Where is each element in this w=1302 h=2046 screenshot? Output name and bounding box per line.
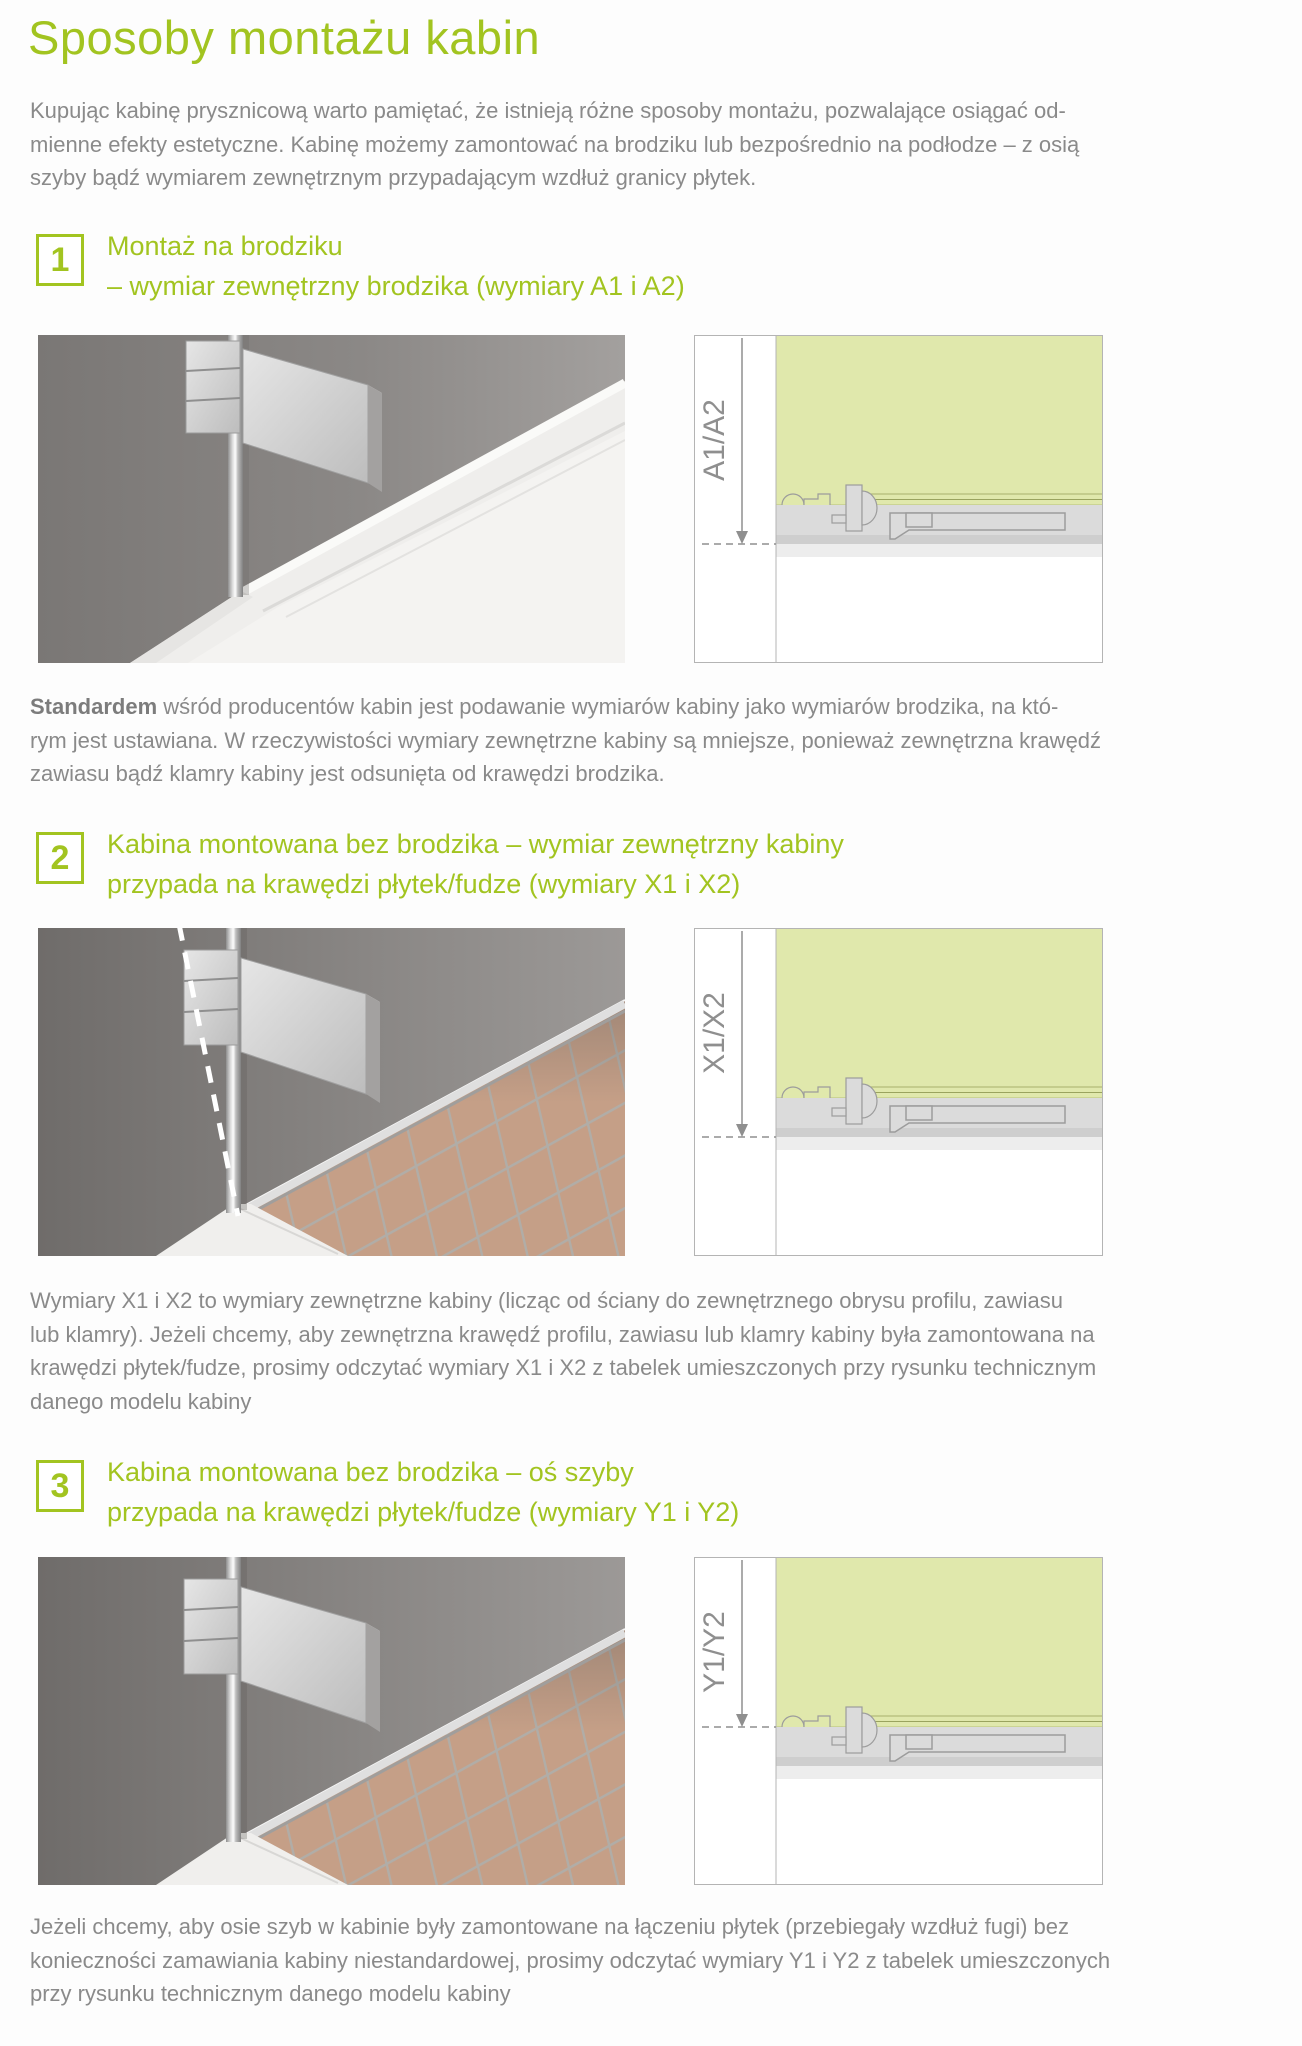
installation-diagram-a <box>694 335 1103 663</box>
glass-area <box>776 1558 1102 1727</box>
y-dimensions-paragraph <box>30 1910 1110 2011</box>
section-number-badge: 1 <box>36 234 84 286</box>
dimension-label: A1/A2 <box>698 399 731 481</box>
hinge-wall-plate <box>184 1579 238 1674</box>
section-heading <box>107 226 1107 306</box>
section-heading <box>107 824 1107 904</box>
intro-line: Kupując kabinę prysznicową warto pamiętać, że istnieją różne sposoby montażu, pozwalające osiągać od- <box>30 98 1066 123</box>
paragraph-line: Wymiary X1 i X2 to wymiary zewnętrzne kabiny (licząc od ściany do zewnętrznego obrysu profilu, zawiasu <box>30 1288 1064 1313</box>
section-heading-line: – wymiar zewnętrzny brodzika (wymiary A1 i A2) <box>107 271 685 301</box>
intro-line: mienne efekty estetyczne. Kabinę możemy zamontować na brodziku lub bezpośrednio na podłodze – z osią <box>30 131 1080 157</box>
glass-area <box>776 336 1102 505</box>
dimension-label: Y1/Y2 <box>698 1611 731 1693</box>
paragraph-line: rym jest ustawiana. W rzeczywistości wymiary zewnętrzne kabiny są mniejsze, ponieważ zewnętrzna krawędź <box>30 727 1102 753</box>
section-heading-line: Kabina montowana bez brodzika – oś szyby <box>107 1457 634 1487</box>
section-number-badge: 2 <box>36 832 84 884</box>
paragraph-line: krawędzi płytek/fudze, prosimy odczytać wymiary X1 i X2 z tabelek umieszczonych przy rysunku technicznym <box>30 1355 1097 1380</box>
paragraph-line: danego modelu kabiny <box>30 1388 252 1414</box>
page-title: Sposoby montażu kabin <box>28 11 541 64</box>
paragraph-line: Standardem wśród producentów kabin jest podawanie wymiarów kabiny jako wymiarów brodzika, na któ- <box>30 694 1059 719</box>
installation-diagram-y <box>694 1557 1103 1885</box>
intro-line: szyby bądź wymiarem zewnętrznym przypadającym wzdłuż granicy płytek. <box>30 165 757 190</box>
intro-paragraph <box>30 94 1079 195</box>
section-heading-line: Kabina montowana bez brodzika – wymiar zewnętrzny kabiny <box>107 829 844 859</box>
hinge-wall-plate <box>186 341 240 433</box>
paragraph-line: Jeżeli chcemy, aby osie szyb w kabinie były zamontowane na łączeniu płytek (przebiegały wzdłuż fugi) bez <box>30 1914 1069 1939</box>
dimension-label: X1/X2 <box>698 992 731 1074</box>
standard-paragraph <box>30 690 1101 791</box>
section-heading-line: przypada na krawędzi płytek/fudze (wymiary Y1 i Y2) <box>107 1497 740 1527</box>
shower-hinge-on-tray-photo <box>38 335 625 663</box>
section-heading-line: przypada na krawędzi płytek/fudze (wymiary X1 i X2) <box>107 869 741 899</box>
shower-hinge-on-tiles-photo-with-axis <box>38 928 625 1256</box>
paragraph-line: konieczności zamawiania kabiny niestandardowej, prosimy odczytać wymiary Y1 i Y2 z tabelek umieszczonych <box>30 1947 1111 1973</box>
paragraph-line: lub klamry). Jeżeli chcemy, aby zewnętrzna krawędź profilu, zawiasu lub klamry kabiny była zamontowana na <box>30 1321 1095 1347</box>
installation-diagram-x <box>694 928 1103 1256</box>
paragraph-line: przy rysunku technicznym danego modelu kabiny <box>30 1981 511 2006</box>
x-dimensions-paragraph <box>30 1284 1096 1418</box>
shower-hinge-on-tiles-photo <box>38 1557 625 1885</box>
section-number-badge: 3 <box>36 1460 84 1512</box>
paragraph-line: zawiasu bądź klamry kabiny jest odsunięta od krawędzi brodzika. <box>30 761 665 786</box>
glass-area <box>776 929 1102 1098</box>
section-heading <box>107 1452 1107 1532</box>
section-heading-line: Montaż na brodziku <box>107 231 343 261</box>
bold-lead: Standardem <box>30 694 158 719</box>
